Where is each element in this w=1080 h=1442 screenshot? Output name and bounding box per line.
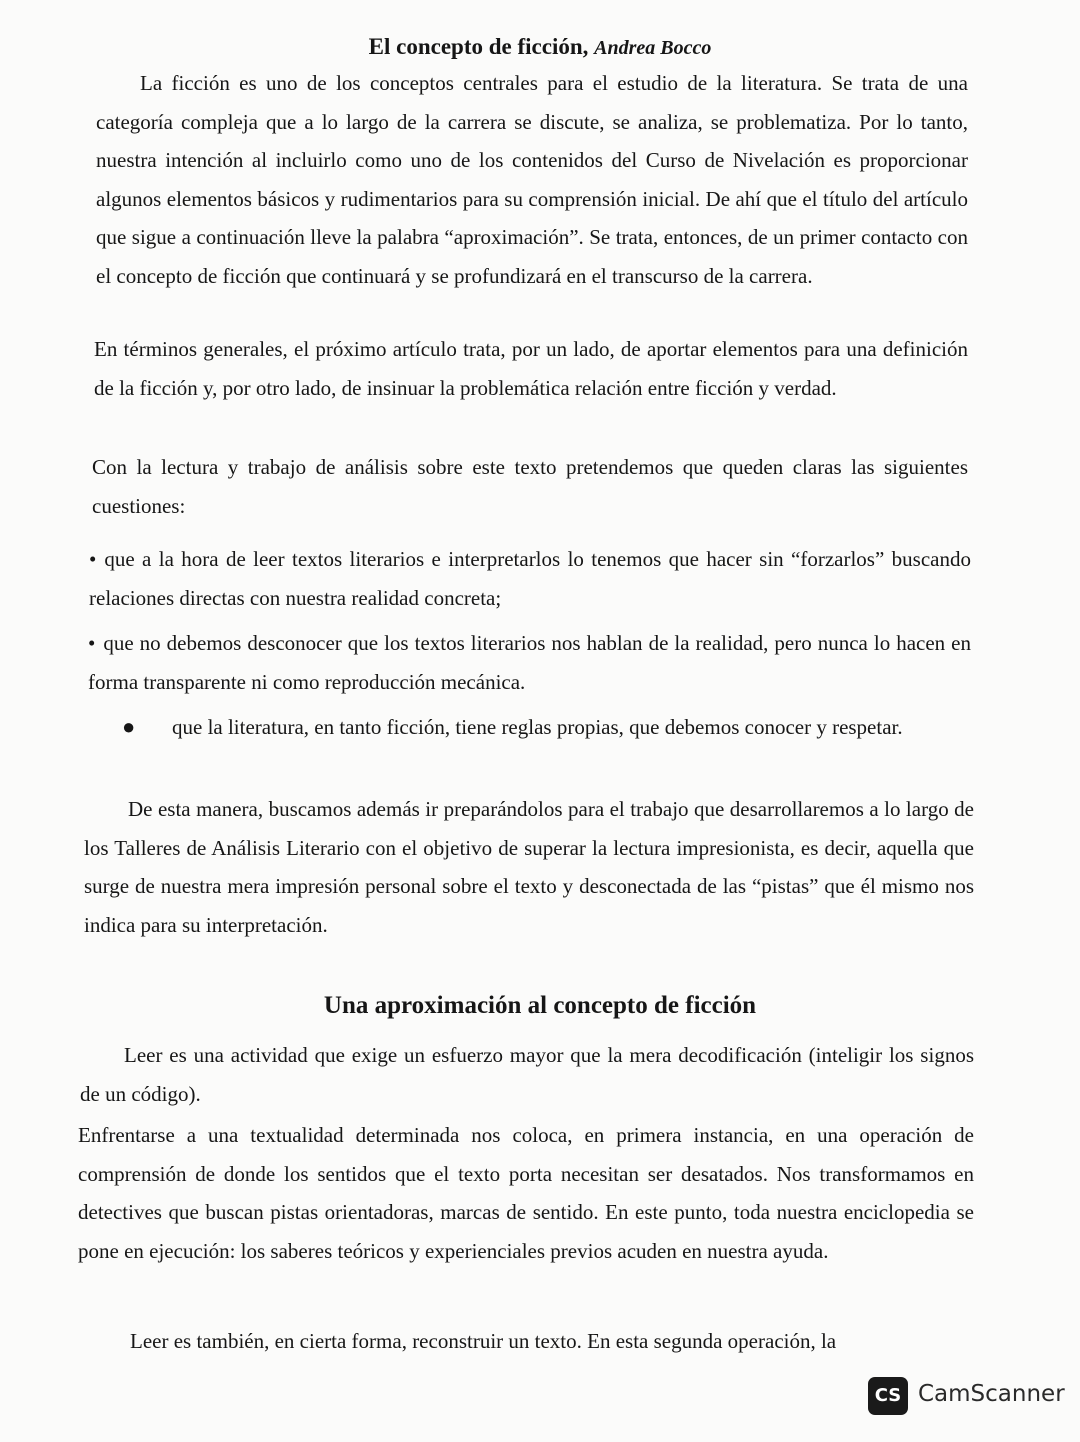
intro-paragraph-1: La ficción es uno de los conceptos centrales para el estudio de la literatura. Se trata de una categoría compleja que a lo largo de la carrera se discute, se analiza, se problematiza. Por lo tanto, nuestra intención al incluirlo como uno de los contenidos del Curso de Nivelación es proporcionar algunos elementos básicos y rudimentarios para su comprensión inicial. De ahí que el título del artículo que sigue a continuación lleve la palabra “aproximación”. Se trata, entonces, de un primer contacto con el concepto de ficción que continuará y se profundizará en el transcurso de la carrera. bbox=[96, 71, 968, 288]
camscanner-watermark: CamScanner bbox=[918, 1381, 1065, 1407]
author-name: Andrea Bocco bbox=[594, 37, 712, 59]
intro-paragraph-4: De esta manera, buscamos además ir preparándolos para el trabajo que desarrollaremos a lo largo de los Talleres de Análisis Literario con el objetivo de superar la lectura impresionista, es decir, aquella que surge de nuestra mera impresión personal sobre el texto y desconectada de las “pistas” que él mismo nos indica para su interpretación. bbox=[84, 797, 974, 937]
bullet-item-2 bbox=[88, 624, 971, 701]
bullet-item-3: que la literatura, en tanto ficción, tiene reglas propias, que debemos conocer y respetar. bbox=[172, 715, 903, 739]
intro-paragraph-2: En términos generales, el próximo artículo trata, por un lado, de aportar elementos para una definición de la ficción y, por otro lado, de insinuar la problemática relación entre ficción y verdad. bbox=[94, 337, 968, 400]
bullet-text-2: que no debemos desconocer que los textos literarios nos hablan de la realidad, pero nunca lo hacen en forma transparente ni como reproducción mecánica. bbox=[88, 631, 971, 694]
section-heading: Una aproximación al concepto de ficción bbox=[323, 992, 757, 1019]
section-paragraph-3: Leer es también, en cierta forma, reconstruir un texto. En esta segunda operación, la bbox=[130, 1329, 837, 1353]
intro-paragraph-3: Con la lectura y trabajo de análisis sobre este texto pretendemos que queden claras las siguientes cuestiones: bbox=[92, 455, 968, 518]
page-title bbox=[0, 34, 1080, 60]
bullet-dot-icon: • bbox=[89, 547, 97, 571]
title-text: El concepto de ficción, bbox=[368, 34, 589, 59]
camscanner-logo-icon: CS bbox=[868, 1377, 908, 1415]
bullet-item-1 bbox=[89, 540, 971, 617]
bullet-text-1: que a la hora de leer textos literarios e interpretarlos lo tenemos que hacer sin “forzarlos” buscando relaciones directas con nuestra realidad concreta; bbox=[89, 547, 971, 610]
section-paragraph-1: Leer es una actividad que exige un esfuerzo mayor que la mera decodificación (inteligir los signos de un código). bbox=[80, 1043, 974, 1106]
section-paragraph-2: Enfrentarse a una textualidad determinada nos coloca, en primera instancia, en una operación de comprensión de donde los sentidos que el texto porta necesitan ser desatados. Nos transformamos en detectives que buscan pistas orientadoras, marcas de sentido. En este punto, toda nuestra enciclopedia se pone en ejecución: los saberes teóricos y experienciales previos acuden en nuestra ayuda. bbox=[78, 1123, 974, 1263]
bullet-dot-large-icon: ● bbox=[122, 714, 136, 739]
bullet-dot-icon: • bbox=[88, 631, 96, 655]
